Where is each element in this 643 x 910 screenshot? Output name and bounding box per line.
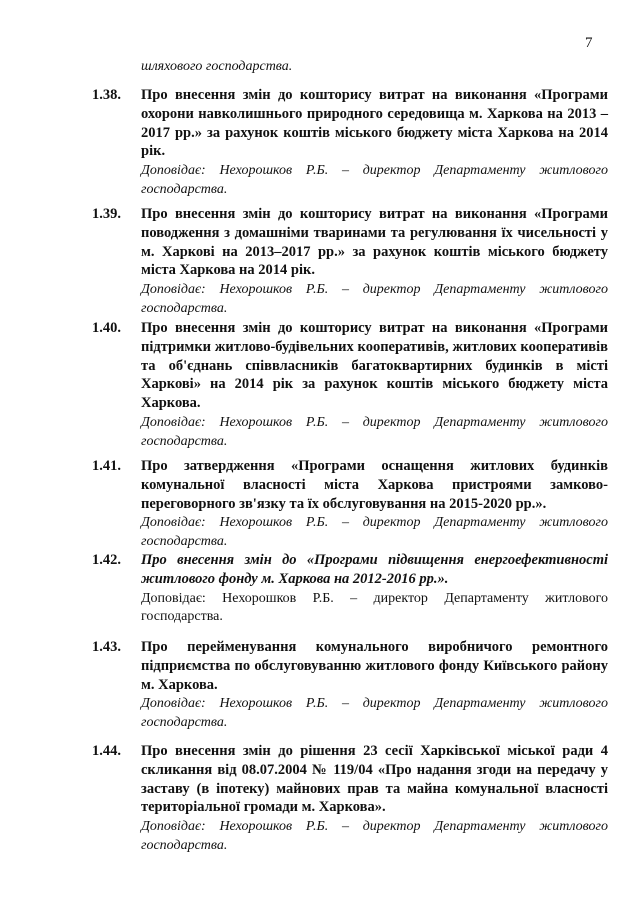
item-number: 1.44.: [92, 743, 121, 759]
item-speaker: Доповідає: Нехорошков Р.Б. – директор Департаменту житлового господарства.: [141, 414, 608, 449]
item-title: Про внесення змін до кошторису витрат на виконання «Програми охорони навколишнього природного середовища м. Харкова на 2013 – 2017 рр.» за рахунок коштів міського бюджету міста Харкова на 2014 рік.: [141, 87, 608, 160]
item-speaker: Доповідає: Нехорошков Р.Б. – директор Департаменту житлового господарства.: [141, 163, 608, 197]
item-title: Про перейменування комунального виробничого ремонтного підприємства по обслуговуванню житлового фонду Київського району м. Харкова.: [141, 639, 608, 693]
item-speaker: Доповідає: Нехорошков Р.Б. – директор Департаменту житлового господарства.: [141, 590, 608, 625]
item-speaker: Доповідає: Нехорошков Р.Б. – директор Департаменту житлового господарства.: [141, 696, 608, 731]
page-number: 7: [585, 35, 593, 51]
agenda-item-1-43: [92, 638, 608, 733]
item-number: 1.39.: [92, 206, 121, 222]
agenda-item-1-41: [92, 457, 608, 552]
item-number: 1.38.: [92, 87, 121, 103]
item-title: Про внесення змін до кошторису витрат на виконання «Програми підтримки житлово-будівельних кооперативів, житлових кооперативів та об'єднань співвласників багатоквартирних будинків в місті Харкові» на 2014 рік за рахунок коштів міського бюджету міста Харкова.: [141, 320, 608, 412]
agenda-item-1-39: [92, 205, 608, 319]
agenda-item-1-42: [92, 551, 608, 627]
item-number: 1.41.: [92, 458, 121, 474]
item-title: Про затвердження «Програми оснащення житлових будинків комунальної власності міста Харкова пристроями замково-переговорного зв'язку та їх обслуговування на 2015-2020 рр.».: [141, 458, 608, 512]
continuation-text: шляхового господарства.: [141, 59, 293, 74]
item-speaker: Доповідає: Нехорошков Р.Б. – директор Департаменту житлового господарства.: [141, 819, 608, 853]
item-title: Про внесення змін до кошторису витрат на виконання «Програми поводження з домашніми тваринами та регулювання їх чисельності у м. Харкові на 2013–2017 рр.» за рахунок коштів міського бюджету міста Харкова на 2014 рік.: [141, 206, 608, 279]
item-speaker: Доповідає: Нехорошков Р.Б. – директор Департаменту житлового господарства.: [141, 282, 608, 316]
item-number: 1.40.: [92, 320, 121, 336]
item-number: 1.42.: [92, 552, 121, 568]
item-speaker: Доповідає: Нехорошков Р.Б. – директор Департаменту житлового господарства.: [141, 515, 608, 550]
agenda-item-1-40: [92, 319, 608, 452]
item-title: Про внесення змін до рішення 23 сесії Харківської міської ради 4 скликання від 08.07.2004 № 119/04 «Про надання згоди на передачу у заставу (в іпотеку) майнових прав та майна комунальної власності територіальної громади м. Харкова».: [141, 743, 608, 816]
item-title: Про внесення змін до «Програми підвищення енергоефективності житлового фонду м. Харкова на 2012-2016 рр.».: [141, 552, 608, 587]
agenda-item-1-44: [92, 742, 608, 856]
agenda-item-1-38: [92, 86, 608, 200]
item-number: 1.43.: [92, 639, 121, 655]
